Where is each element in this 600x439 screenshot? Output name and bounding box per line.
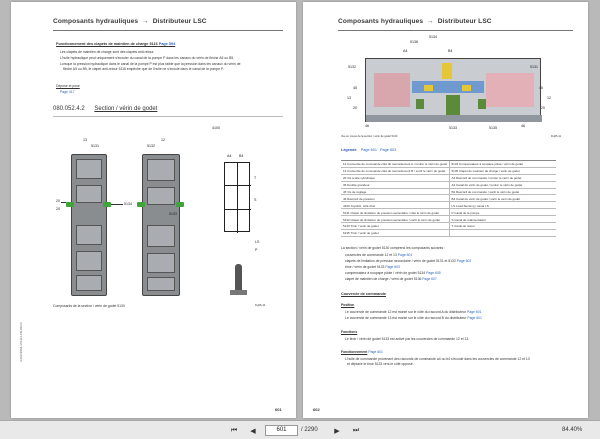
table-row: 12 Couvercle de commande côté du raccordement A / rentrer le vérin de godet 5134 Compensateur à soupape pilote / vérin de godet [341, 161, 556, 168]
functions-item: Le tiroir / vérin de godet 5133 est activé par les couvercles de commande 12 et 13. [345, 337, 470, 341]
valve-view-side [142, 154, 180, 296]
callout-46-left: 46 [365, 124, 369, 128]
left-page [11, 2, 296, 418]
callout-5135: 5135 [489, 126, 497, 130]
first-page-button[interactable] [228, 424, 240, 437]
callout-5133: 5133 [449, 126, 457, 130]
composition-link[interactable]: Page 605 [426, 271, 441, 275]
spool-5134-side [176, 202, 184, 207]
callout-20-b: 20 [56, 207, 60, 211]
see-also-link[interactable]: Page 417 [60, 90, 75, 94]
table-row: 5133 Tiroir / vérin de godet T Canal de retour [341, 223, 556, 230]
joystick-base [230, 290, 247, 295]
callout-5136: 5136 [410, 40, 418, 44]
figure-caption: Vue en coupe de la section / vérin de godet 5130 [341, 135, 398, 138]
table-row: 13 Couvercle de commande côté du raccordement B / sortir le vérin de godet 5136 Clapet de maintien de charge / vérin de godet [341, 168, 556, 175]
cc-title: Couvercle de commande [341, 292, 386, 296]
side-doc-code: 4-RLC2904-VCLD2-FR-06/14 [19, 322, 23, 362]
cross-section-drawing [365, 58, 541, 122]
page-number-input[interactable]: 601 [265, 425, 298, 436]
legend-label: Légende [341, 148, 357, 152]
composition-item: clapet de maintien de charge / vérin de godet 5136 Page 607 [345, 277, 437, 281]
legend-heading [341, 148, 396, 152]
operation-link[interactable]: Page 601 [368, 350, 383, 354]
header-rule [53, 30, 283, 31]
zoom-level[interactable]: 84.40% [562, 427, 583, 433]
table-row: 46 Raccord de pression B4 Canal du vérin de godet / sortir le vérin de godet [341, 195, 556, 202]
legend-link-2[interactable]: Page 603 [380, 148, 397, 152]
subhead-link[interactable]: Page 594 [158, 42, 176, 46]
last-page-icon: ⏭ [352, 426, 360, 434]
callout-5134: 5134 [124, 202, 132, 206]
callout-t: T [254, 176, 257, 180]
page-header [338, 18, 492, 25]
figure-id: Fig05-10 [255, 304, 266, 307]
page-number-right: 602 [313, 407, 320, 412]
see-also-label: Dépose et pose [56, 84, 80, 88]
table-row: 45 Vis de réglage B4 Raccord de commande / sortir le vérin de godet [341, 189, 556, 196]
page-header [53, 18, 207, 25]
header-arrow: → [427, 18, 434, 25]
header-arrow: → [142, 18, 149, 25]
position-item: Le couvercle de commande 13 est monté sur le côté du raccord B du distributeur Page 601 [345, 316, 482, 320]
composition-item: couvercles de commande 12 et 13 Page 601 [345, 253, 413, 257]
section-number: 080.052.4.2 [53, 106, 85, 112]
composition-item: clapets de limitation de pression secondaire / vérin de godet 5131 et 5132 Page 602 [345, 259, 472, 263]
callout-20-a: 20 [56, 199, 60, 203]
bullet-3: Lorsque la pression hydraulique dans le canal de la pompe P est plus faible que la pression dans les canaux du vérin de [60, 62, 241, 66]
composition-link[interactable]: Page 603 [385, 265, 400, 269]
screw-20-left [66, 202, 74, 207]
valve-view-front [71, 154, 107, 296]
composition-item: compensateur à soupape pilote / vérin de godet 5134 Page 605 [345, 271, 441, 275]
section-heading [53, 106, 157, 112]
callout-45-left: 45 [353, 86, 357, 90]
callout-5134: 5134 [429, 35, 437, 39]
callout-a4: A4 [227, 154, 232, 158]
figure-caption: Composants de la section / vérin de godet 5130 [53, 304, 125, 308]
screw-20-side [137, 202, 145, 207]
callout-5131: 5131 [530, 65, 538, 69]
legend-table [341, 160, 556, 237]
composition-link[interactable]: Page 607 [422, 277, 437, 281]
section-rule [53, 116, 283, 117]
callout-20-right: 20 [541, 106, 545, 110]
composition-link[interactable]: Page 601 [397, 253, 413, 257]
callout-b4: B4 [448, 49, 453, 53]
section-title: Section / vérin de godet [94, 106, 158, 112]
figure-id: Fig05-11 [551, 135, 562, 138]
callout-5132: 5132 [147, 144, 155, 148]
position-item: Le couvercle de commande 12 est monté sur le côté du raccord A du distributeur Page 601 [345, 310, 482, 314]
operation-heading [341, 350, 383, 354]
callout-12: 12 [547, 96, 551, 100]
operation-label: Fonctionnement [341, 350, 368, 354]
composition-intro: La section / vérin de godet 5130 comprend les composants suivants : [341, 246, 446, 250]
header-rule [338, 30, 573, 31]
bullet-2: L'huile hydraulique peut uniquement s'écouler du canal de la pompe P dans les canaux du vérin de flèche A5 ou B5. [60, 56, 235, 60]
position-label: Position [341, 303, 355, 307]
table-row: 5132 Clapet de limitation de pression secondaire / sortir le vérin de godet S Canal de réalimentation [341, 216, 556, 223]
callout-12: 12 [161, 138, 165, 142]
operation-item: L'huile de commande provenant des raccords de commande a4 ou b4 s'écoule dans les couvercles de commande 12 et 13 [345, 357, 530, 361]
callout-b4: B4 [239, 154, 244, 158]
callout-13: 13 [83, 138, 87, 142]
position-link[interactable]: Page 601 [466, 310, 482, 314]
callout-5131: 5131 [91, 144, 99, 148]
callout-ls: LS [255, 240, 260, 244]
next-page-icon: ▶ [334, 427, 340, 435]
bullet-1: Les clapets de maintien de charge sont des clapets anti-retour. [60, 50, 155, 54]
next-page-button[interactable] [331, 424, 343, 437]
position-link[interactable]: Page 601 [467, 316, 482, 320]
first-page-icon: ⏮ [230, 426, 238, 434]
header-title: Distributeur LSC [152, 18, 207, 25]
callout-46-right: 46 [521, 124, 525, 128]
composition-link[interactable]: Page 602 [456, 259, 472, 263]
bullet-4: flèche A5 ou B5, le clapet anti-retour 5116 empêche que de l'huile ne s'écoule dans le canal de la pompe P. [63, 67, 224, 71]
callout-p: P [255, 248, 258, 252]
table-row: 5135 Tiroir / vérin de godet [341, 230, 556, 237]
header-title: Distributeur LSC [437, 18, 492, 25]
viewer-toolbar [0, 420, 600, 439]
hydraulic-schematic [224, 162, 250, 232]
callout-s: S [254, 198, 257, 202]
functions-label: Fonctions [341, 330, 358, 334]
legend-link-1[interactable]: Page 601 [360, 148, 377, 152]
composition-item: tiroir / vérin de godet 5133 Page 603 [345, 265, 400, 269]
table-row: 20 Vis à tête cylindrique A4 Raccord de commande / rentrer le vérin de godet [341, 175, 556, 182]
callout-13: 13 [347, 96, 351, 100]
callout-a4: A4 [403, 49, 408, 53]
prev-page-button[interactable] [247, 424, 259, 437]
callout-5132: 5132 [348, 65, 356, 69]
table-row: 36 Double grandeur A4 Canal du vérin de godet / rentrer le vérin de godet [341, 182, 556, 189]
screw-20-right [103, 202, 111, 207]
prev-page-icon: ◀ [250, 427, 256, 435]
callout-45-right: 45 [539, 86, 543, 90]
last-page-button[interactable] [350, 424, 362, 437]
table-row: 4100 Joystick, côté droit LS Load-Sensing / canal LS [341, 202, 556, 209]
callout-20-left: 20 [353, 106, 357, 110]
page-number-left: 601 [275, 407, 282, 412]
right-page [303, 2, 588, 418]
table-row: 5131 Clapet de limitation de pression secondaire / côté le vérin de godet P Canal de la pompe [341, 209, 556, 216]
page-total: / 2290 [301, 427, 318, 433]
header-section: Composants hydrauliques [53, 18, 139, 25]
callout-4100: 4100 [212, 126, 220, 130]
subhead: Fonctionnement des clapets de maintien de charge 5116 Page 594 [56, 42, 176, 46]
header-section: Composants hydrauliques [338, 18, 424, 25]
callout-5133: 5133 [169, 212, 177, 216]
operation-item: et déplace le tiroir 5133 vers le côté opposé. [347, 362, 414, 366]
